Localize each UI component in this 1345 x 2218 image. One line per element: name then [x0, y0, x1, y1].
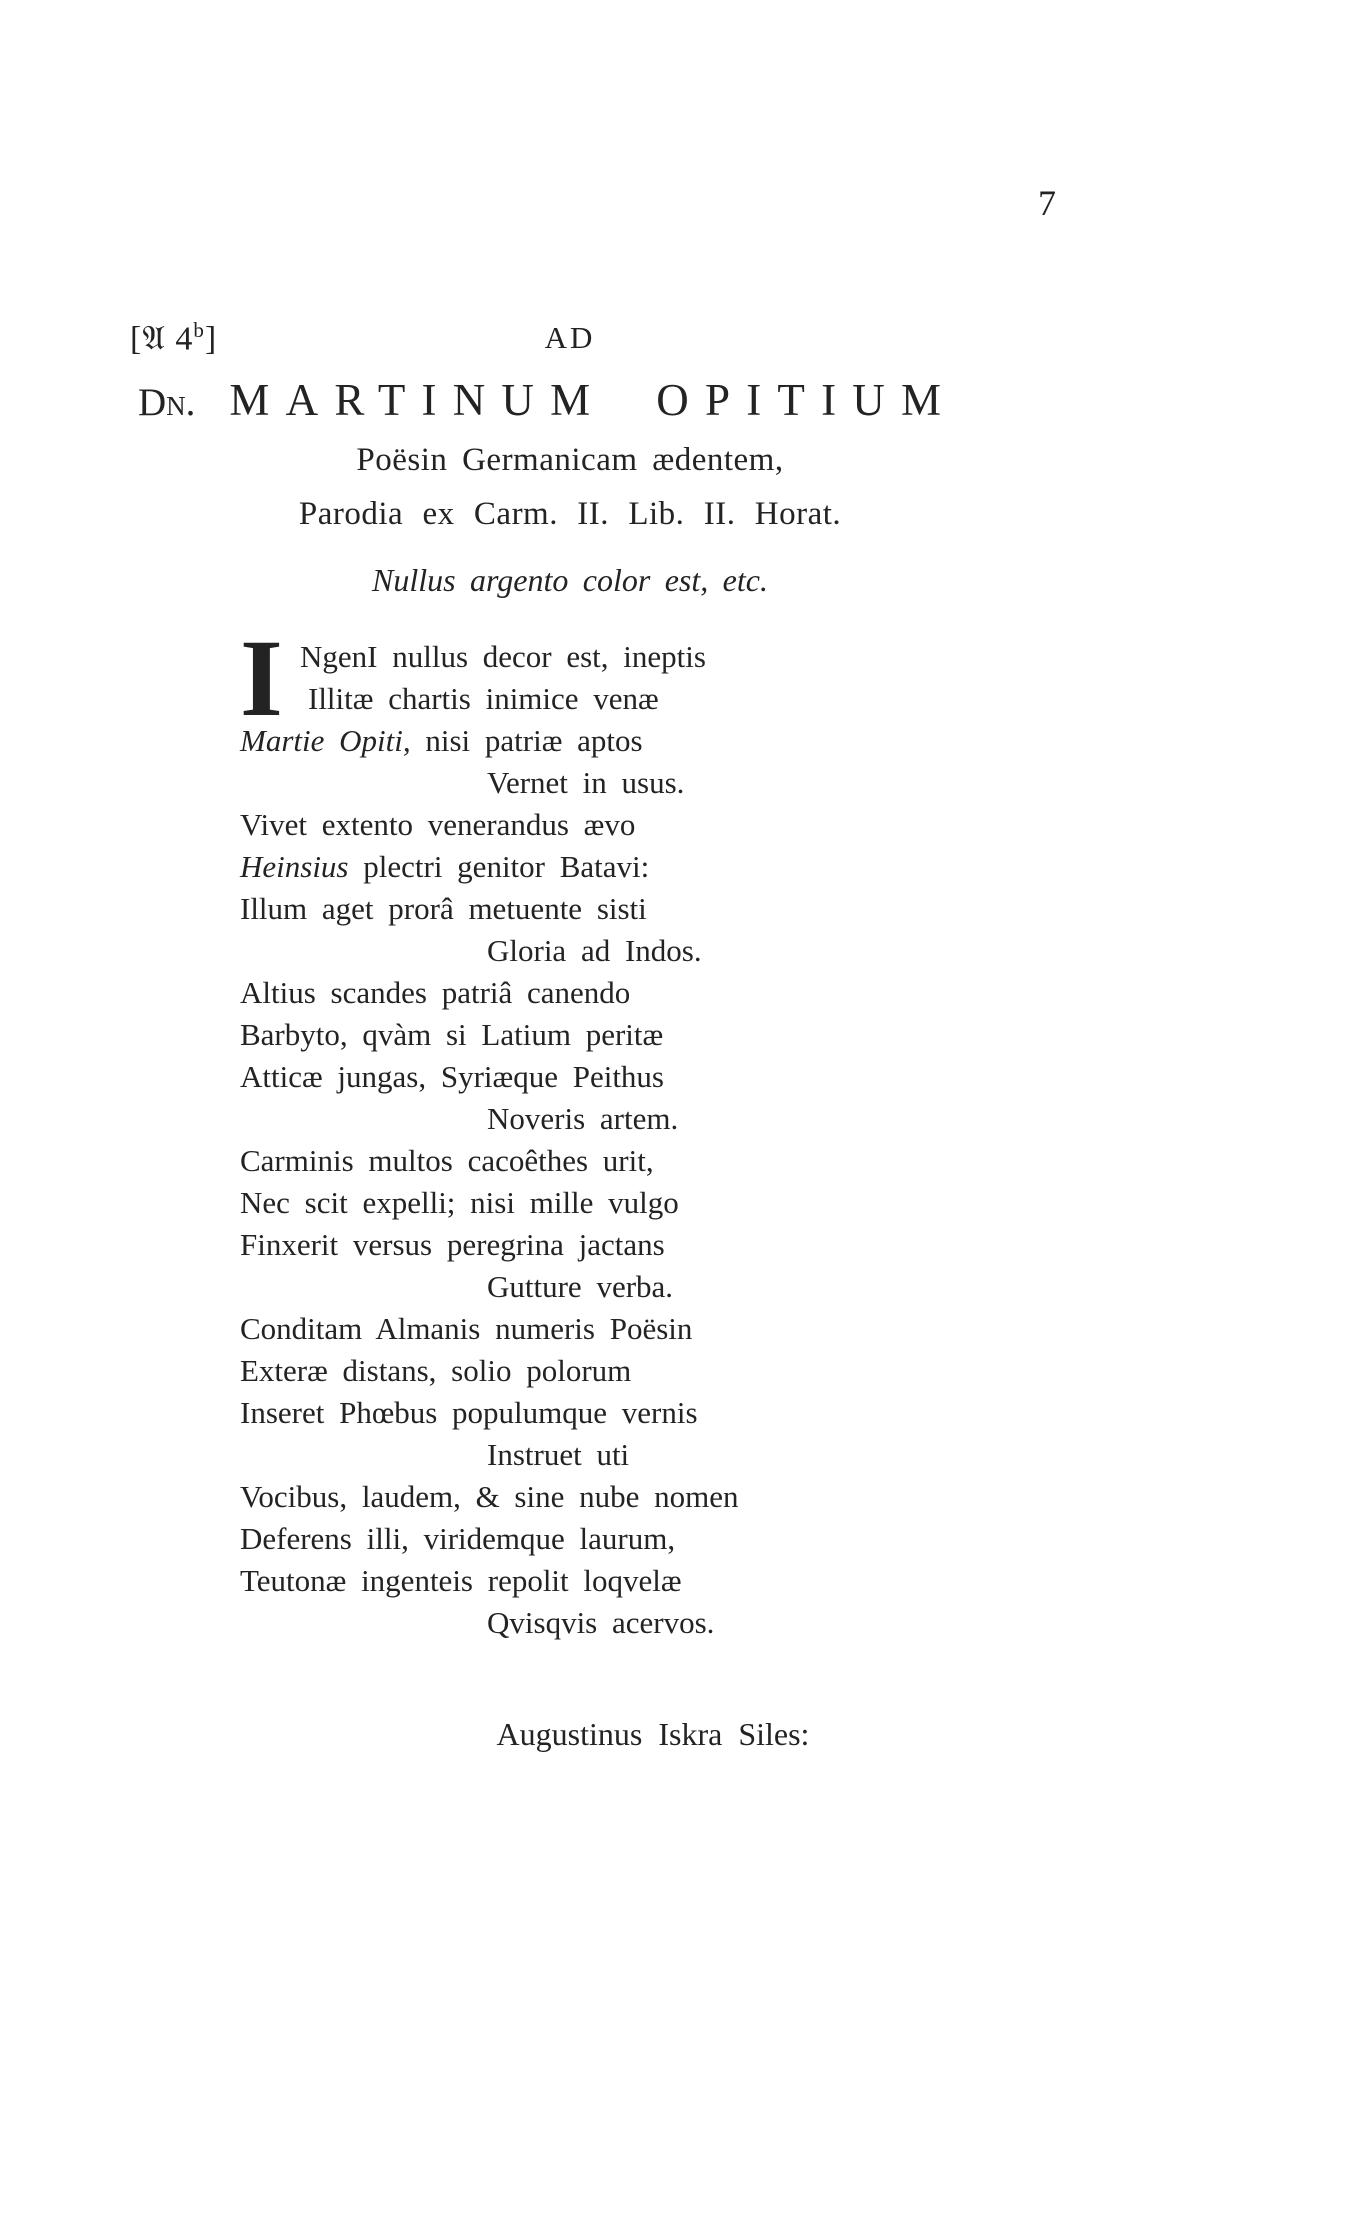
- poem-line-italic-segment: Martie Opiti,: [240, 723, 411, 758]
- poem-line: [240, 1098, 1100, 1140]
- poem-line-segment: Qvisqvis acervos.: [487, 1605, 715, 1640]
- poem-line-segment: Noveris artem.: [487, 1101, 679, 1136]
- poem-line: [240, 1434, 1100, 1476]
- poem-line-segment: Vocibus, laudem, & sine nube nomen: [240, 1479, 739, 1514]
- poem-line: [240, 1266, 1100, 1308]
- poem-line: [240, 1602, 1100, 1644]
- poem-line: Illitæ chartis inimice venæ: [308, 681, 659, 716]
- poem-line-segment: Vivet extento venerandus ævo: [240, 807, 636, 842]
- page-title: MARTINUM OPITIUM: [229, 375, 958, 425]
- poem-line: [240, 1560, 1100, 1602]
- poem-line: [240, 1014, 1100, 1056]
- poem-line: [240, 1308, 1100, 1350]
- poem-line-segment: Vernet in usus.: [487, 765, 685, 800]
- motto-line: Nullus argento color est, etc.: [372, 562, 768, 598]
- poem-line-segment: Gutture verba.: [487, 1269, 674, 1304]
- poem-line-segment: Altius scandes patriâ canendo: [240, 975, 631, 1010]
- dedication-header: AD: [544, 320, 596, 355]
- poem-line: [240, 888, 1100, 930]
- poem-line: [240, 1056, 1100, 1098]
- drop-cap: I: [240, 617, 283, 739]
- poem-line: [240, 972, 1100, 1014]
- poem-lines: [240, 720, 1100, 1644]
- poem-line-segment: Finxerit versus peregrina jactans: [240, 1227, 665, 1262]
- poem-line: [240, 1182, 1100, 1224]
- poem-line-segment: Carminis multos cacoêthes urit,: [240, 1143, 654, 1178]
- poem-line-segment: Inseret Phœbus populumque vernis: [240, 1395, 698, 1430]
- poem-line-segment: plectri genitor Batavi:: [348, 849, 650, 884]
- poem-line: [240, 1350, 1100, 1392]
- poem-line-segment: Conditam Almanis numeris Poësin: [240, 1311, 693, 1346]
- poem-line: [240, 1392, 1100, 1434]
- poem-line: [240, 804, 1100, 846]
- poem-line: [240, 720, 1100, 762]
- poem-line-segment: Barbyto, qvàm si Latium peritæ: [240, 1017, 664, 1052]
- poem-line-segment: nisi patriæ aptos: [410, 723, 643, 758]
- title-prefix: Dn.: [138, 381, 196, 424]
- subtitle-line-1: Poësin Germanicam ædentem,: [356, 442, 784, 478]
- poem-line-segment: Deferens illi, viridemque laurum,: [240, 1521, 676, 1556]
- poem-line: [240, 1224, 1100, 1266]
- poem-opening: [240, 617, 1100, 739]
- poem: [240, 617, 1100, 1644]
- poem-line-segment: Teutonæ ingenteis repolit loqvelæ: [240, 1563, 682, 1598]
- poem-line-segment: Nec scit expelli; nisi mille vulgo: [240, 1185, 679, 1220]
- page-number: 7: [1038, 183, 1056, 223]
- poem-line: [240, 846, 1100, 888]
- poem-line-segment: Atticæ jungas, Syriæque Peithus: [240, 1059, 664, 1094]
- poem-line-italic-segment: Heinsius: [240, 849, 349, 884]
- poem-line: [240, 1140, 1100, 1182]
- poem-line-segment: Gloria ad Indos.: [487, 933, 702, 968]
- signature-mark-main: [𝔄 4: [130, 320, 194, 358]
- poem-line-segment: Illum aget prorâ metuente sisti: [240, 891, 647, 926]
- subtitle-line-2: Parodia ex Carm. II. Lib. II. Horat.: [298, 496, 842, 532]
- author-signature: Augustinus Iskra Siles:: [496, 1716, 810, 1752]
- poem-line-segment: Instruet uti: [487, 1437, 630, 1472]
- signature-mark-close: ]: [204, 320, 218, 358]
- poem-line: [240, 1476, 1100, 1518]
- signature-mark-superscript: b: [193, 318, 205, 342]
- title-line: [138, 374, 957, 426]
- poem-line: [240, 762, 1100, 804]
- poem-line: NgenI nullus decor est, ineptis: [300, 639, 706, 674]
- poem-line-segment: Exteræ distans, solio polorum: [240, 1353, 632, 1388]
- poem-line: [240, 1518, 1100, 1560]
- poem-line: [240, 930, 1100, 972]
